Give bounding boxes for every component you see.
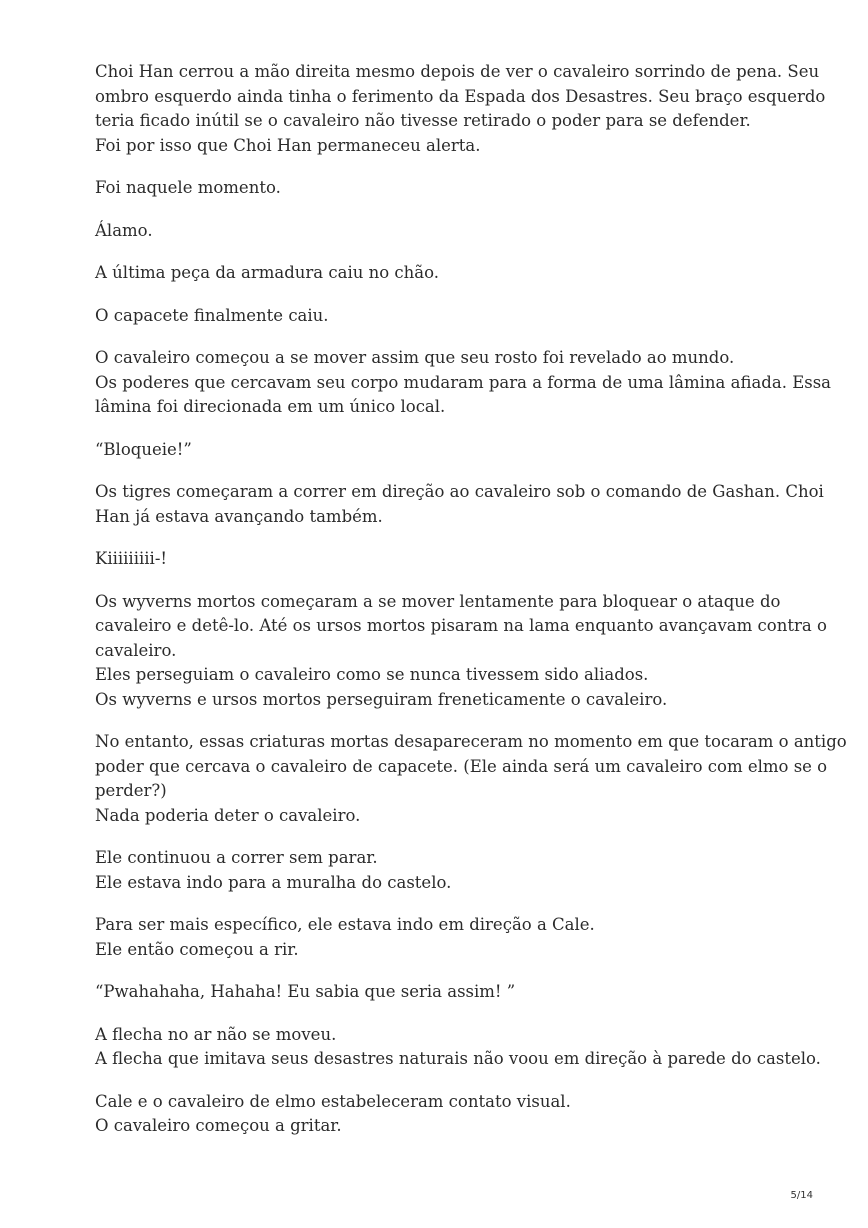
- text-line: Para ser mais específico, ele estava indo em direção a Cale.: [95, 915, 595, 934]
- paragraph: [95, 176, 795, 201]
- paragraph: [95, 590, 827, 713]
- text-line: cavaleiro e detê-lo. Até os ursos mortos pisaram na lama enquanto avançavam contra o: [95, 616, 827, 635]
- text-line: A última peça da armadura caiu no chão.: [95, 263, 439, 282]
- paragraph: [95, 547, 795, 572]
- paragraph: [95, 304, 795, 329]
- text-line: Han já estava avançando também.: [95, 506, 383, 526]
- text-line: Ele então começou a rir.: [95, 939, 299, 959]
- paragraph: [95, 346, 832, 420]
- text-line: ombro esquerdo ainda tinha o ferimento da Espada dos Desastres. Seu braço esquerdo: [95, 86, 826, 106]
- text-line: Foi naquele momento.: [95, 178, 281, 197]
- page-number: 5/14: [790, 1190, 813, 1201]
- text-line: Os wyverns mortos começaram a se mover lentamente para bloquear o ataque do: [95, 591, 781, 611]
- text-line: Cale e o cavaleiro de elmo estabeleceram contato visual.: [95, 1091, 571, 1111]
- text-line: Ele continuou a correr sem parar.: [95, 848, 378, 867]
- text-line: No entanto, essas criaturas mortas desapareceram no momento em que tocaram o antigo: [95, 732, 847, 751]
- text-line: Álamo.: [95, 220, 153, 240]
- paragraph: [95, 480, 824, 529]
- paragraph: [95, 1090, 795, 1139]
- text-line: perder?): [95, 781, 167, 800]
- text-line: Foi por isso que Choi Han permaneceu alerta.: [95, 135, 481, 155]
- text-line: O cavaleiro começou a se mover assim que seu rosto foi revelado ao mundo.: [95, 348, 735, 367]
- text-line: A flecha que imitava seus desastres naturais não voou em direção à parede do castelo.: [95, 1049, 821, 1068]
- paragraph: [95, 730, 847, 828]
- text-line: Choi Han cerrou a mão direita mesmo depois de ver o cavaleiro sorrindo de pena. Seu: [95, 62, 820, 81]
- paragraph: [95, 438, 795, 463]
- text-line: Kiiiiiiiii-!: [95, 549, 168, 568]
- text-line: “Pwahahaha, Hahaha! Eu sabia que seria assim! ”: [95, 982, 516, 1001]
- paragraph: [95, 219, 795, 244]
- document-body: [95, 60, 847, 1157]
- paragraph: [95, 913, 795, 962]
- text-line: Nada poderia deter o cavaleiro.: [95, 805, 361, 825]
- text-line: cavaleiro.: [95, 640, 177, 660]
- text-line: O cavaleiro começou a gritar.: [95, 1116, 342, 1135]
- text-line: “Bloqueie!”: [95, 439, 192, 459]
- text-line: Eles perseguiam o cavaleiro como se nunca tivessem sido aliados.: [95, 665, 649, 684]
- paragraph: [95, 846, 795, 895]
- text-line: poder que cercava o cavaleiro de capacete. (Ele ainda será um cavaleiro com elmo se o: [95, 756, 828, 776]
- text-line: O capacete finalmente caiu.: [95, 305, 329, 325]
- text-line: Os poderes que cercavam seu corpo mudaram para a forma de uma lâmina afiada. Essa: [95, 372, 832, 392]
- text-line: teria ficado inútil se o cavaleiro não tivesse retirado o poder para se defender.: [95, 111, 751, 130]
- paragraph: [95, 261, 795, 286]
- text-line: Os wyverns e ursos mortos perseguiram freneticamente o cavaleiro.: [95, 689, 668, 709]
- paragraph: [95, 1023, 821, 1072]
- text-line: Ele estava indo para a muralha do castelo.: [95, 872, 452, 892]
- paragraph: [95, 980, 795, 1005]
- text-line: lâmina foi direcionada em um único local.: [95, 397, 446, 416]
- text-line: Os tigres começaram a correr em direção ao cavaleiro sob o comando de Gashan. Choi: [95, 482, 824, 501]
- text-line: A flecha no ar não se moveu.: [95, 1024, 337, 1044]
- paragraph: [95, 60, 826, 158]
